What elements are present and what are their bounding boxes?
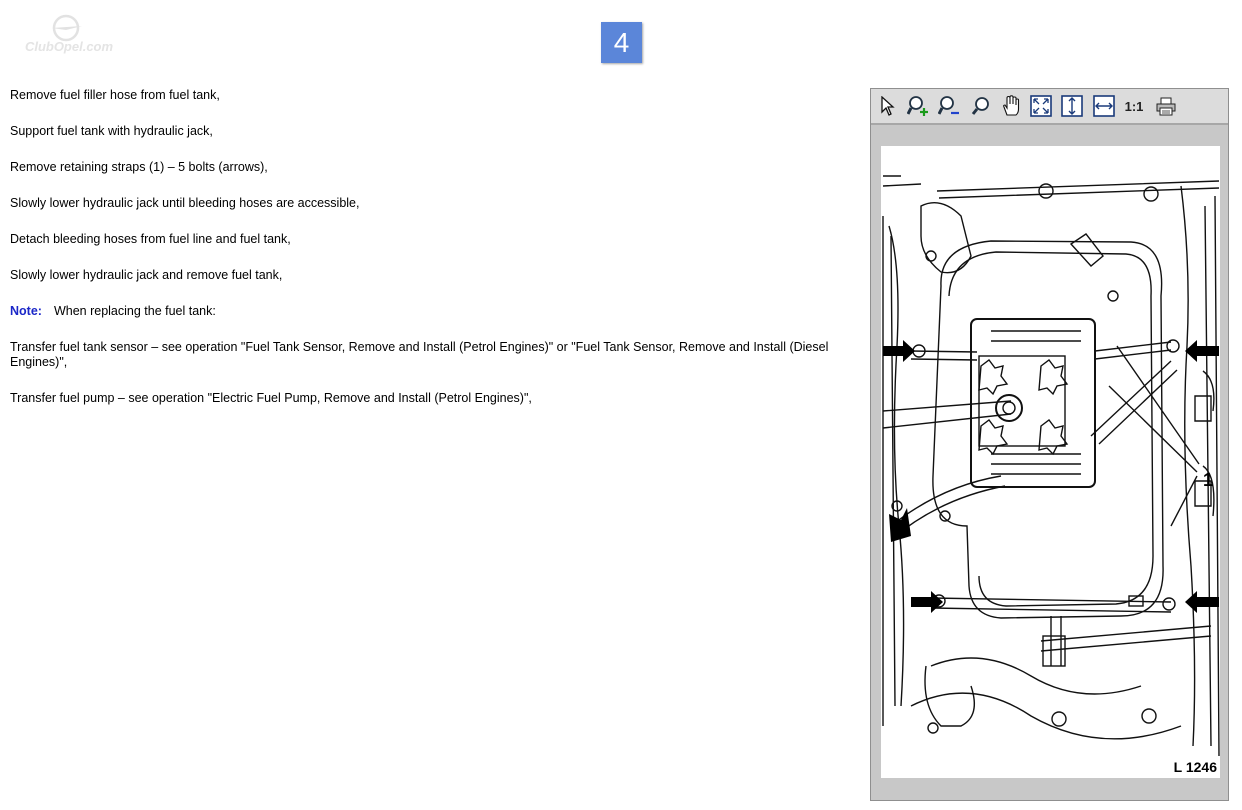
logo-text: ClubOpel.com bbox=[24, 39, 114, 54]
step-number-badge: 4 bbox=[601, 22, 642, 63]
transfer-sensor-step: Transfer fuel tank sensor – see operation "Fuel Tank Sensor, Remove and Install (Petrol Engines)" or "Fuel Tank Sensor, Remove and Install (Diesel Engines)", bbox=[10, 340, 829, 369]
instruction-step: Slowly lower hydraulic jack until bleeding hoses are accessible, bbox=[10, 196, 360, 210]
actual-size-button[interactable]: 1:1 bbox=[1124, 98, 1144, 114]
fit-height-icon[interactable] bbox=[1060, 94, 1084, 118]
instruction-step: Slowly lower hydraulic jack and remove fuel tank, bbox=[10, 268, 283, 282]
printer-icon[interactable] bbox=[1154, 94, 1178, 118]
instruction-step: Detach bleeding hoses from fuel line and fuel tank, bbox=[10, 232, 291, 246]
site-logo[interactable] bbox=[14, 10, 124, 56]
diagram-viewer bbox=[870, 88, 1229, 801]
callout-label: 1 bbox=[1203, 470, 1214, 490]
note-text: When replacing the fuel tank: bbox=[53, 304, 216, 318]
instruction-step: Remove fuel filler hose from fuel tank, bbox=[10, 88, 220, 102]
figure-code: L 1246 bbox=[1173, 759, 1217, 775]
transfer-pump-step: Transfer fuel pump – see operation "Electric Fuel Pump, Remove and Install (Petrol Engines)", bbox=[10, 391, 532, 405]
instruction-step: Support fuel tank with hydraulic jack, bbox=[10, 124, 213, 138]
instruction-text bbox=[10, 88, 866, 427]
note bbox=[10, 304, 866, 319]
bolt-arrow bbox=[1185, 340, 1219, 362]
zoom-out-icon[interactable] bbox=[937, 94, 961, 118]
bolt-arrow bbox=[883, 340, 915, 362]
fit-width-icon[interactable] bbox=[1092, 94, 1116, 118]
arrow-pointer-icon[interactable] bbox=[876, 94, 900, 118]
instruction-step: Remove retaining straps (1) – 5 bolts (arrows), bbox=[10, 160, 268, 174]
bolt-arrow bbox=[911, 591, 943, 613]
diagram-drawing bbox=[881, 146, 1220, 778]
magnifier-icon[interactable] bbox=[969, 94, 993, 118]
bolt-arrow bbox=[1185, 591, 1219, 613]
viewer-toolbar bbox=[871, 89, 1228, 125]
fuel-tank-diagram[interactable] bbox=[881, 146, 1220, 778]
bolt-arrow bbox=[889, 508, 911, 542]
hand-icon[interactable] bbox=[999, 94, 1023, 118]
note-label: Note: bbox=[10, 304, 42, 318]
fit-window-icon[interactable] bbox=[1029, 94, 1053, 118]
zoom-in-icon[interactable] bbox=[906, 94, 930, 118]
